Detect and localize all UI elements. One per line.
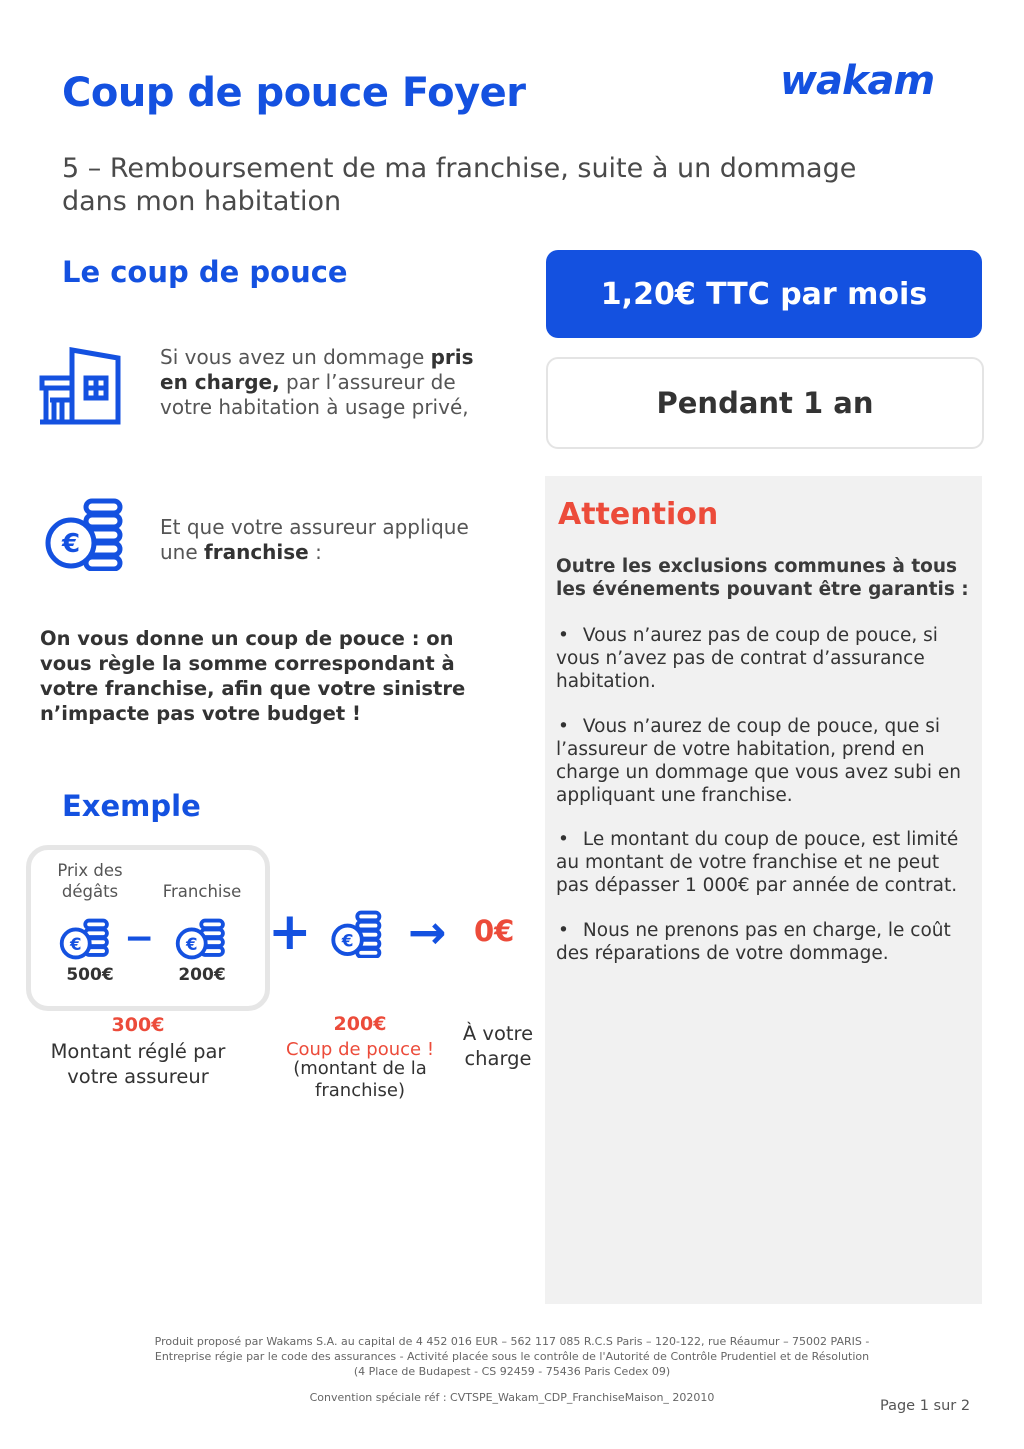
page-subtitle: 5 – Remboursement de ma franchise, suite à un dommage dans mon habitation — [62, 153, 857, 217]
condition-covered-pre: Si vous avez un dommage — [160, 345, 431, 369]
price-box: 1,20€ TTC par mois — [546, 250, 982, 338]
condition-franchise-bold: franchise — [204, 540, 309, 564]
coins-euro-icon — [330, 910, 382, 962]
franchise-amount: 200€ — [178, 965, 226, 985]
svg-text:€: € — [61, 529, 81, 559]
attention-bullet: • Vous n’aurez pas de coup de pouce, si vous n’avez pas de contrat d’assurance habitation. — [556, 625, 938, 692]
footer-legal-line: Entreprise régie par le code des assurances - Activité placée sous le contrôle de l'Autorité de Contrôle Prudentiel et de Résolution — [154, 1350, 870, 1363]
arrow-right-icon: → — [408, 905, 447, 959]
franchise-label: Franchise — [162, 882, 242, 901]
pouce-label: Coup de pouce ! — [285, 1039, 435, 1060]
damage-label: Prix des dégâts — [57, 861, 123, 901]
footer-legal-line: (4 Place de Budapest - CS 92459 - 75436 Paris Cedex 09) — [353, 1365, 671, 1378]
page-number: Page 1 sur 2 — [880, 1398, 971, 1414]
attention-bullet-text: Vous n’aurez pas de coup de pouce, si vous n’avez pas de contrat d’assurance habitation. — [556, 625, 938, 692]
wakam-logo: wakam — [780, 58, 935, 104]
condition-covered-post: par l’assureur de votre habitation à usage privé, — [160, 370, 469, 419]
condition-covered-text — [160, 345, 490, 420]
svg-text:€: € — [341, 930, 354, 951]
condition-covered-bold: pris en charge, — [160, 345, 474, 394]
insurer-amount: 300€ — [111, 1014, 165, 1036]
example-heading: Exemple — [62, 789, 201, 823]
pouce-amount: 200€ — [333, 1013, 387, 1035]
charge-label: À votre charge — [462, 1022, 534, 1070]
coins-euro-icon — [174, 918, 226, 964]
attention-bullet: • Nous ne prenons pas en charge, le coût des réparations de votre dommage. — [556, 920, 951, 964]
building-icon — [38, 340, 124, 430]
insurer-label: Montant réglé par votre assureur — [50, 1040, 226, 1088]
attention-bullet: • Vous n’aurez de coup de pouce, que si l’assureur de votre habitation, prend en charge un dommage que vous avez subi en appliquant une franchise. — [556, 716, 962, 806]
damage-amount: 500€ — [66, 965, 114, 985]
page-title: Coup de pouce Foyer — [62, 70, 526, 116]
coup-de-pouce-heading: Le coup de pouce — [62, 255, 348, 289]
minus-sign: − — [124, 918, 155, 959]
svg-text:€: € — [69, 934, 82, 954]
footer-convention: Convention spéciale réf : CVTSPE_Wakam_CDP_FranchiseMaison_ 202010 — [309, 1391, 715, 1404]
summary-text: On vous donne un coup de pouce : on vous règle la somme correspondant à votre franchise, afin que votre sinistre n’impacte pas votre budget ! — [40, 627, 466, 725]
attention-bullet-text: Vous n’aurez de coup de pouce, que si l’assureur de votre habitation, prend en charge un dommage que vous avez subi en appliquant une franchise. — [556, 716, 962, 806]
attention-bullet: • Le montant du coup de pouce, est limité au montant de votre franchise et ne peut pas dépasser 1 000€ par année de contrat. — [556, 829, 959, 896]
coins-euro-icon — [58, 918, 110, 964]
result-amount: 0€ — [474, 914, 515, 948]
plus-sign: + — [268, 902, 312, 962]
attention-bullet-text: Le montant du coup de pouce, est limité au montant de votre franchise et ne peut pas dépasser 1 000€ par année de contrat. — [556, 829, 959, 896]
condition-franchise-text — [160, 515, 490, 565]
condition-franchise-post: : — [308, 540, 322, 564]
svg-text:€: € — [185, 934, 198, 954]
attention-bullet-text: Nous ne prenons pas en charge, le coût des réparations de votre dommage. — [556, 920, 951, 964]
duration-box: Pendant 1 an — [546, 357, 984, 449]
coins-euro-icon — [44, 497, 124, 575]
attention-title: Attention — [558, 497, 719, 532]
footer-legal-line: Produit proposé par Wakams S.A. au capital de 4 452 016 EUR – 562 117 085 R.C.S Paris – 120-122, rue Réaumur – 75002 PARIS - — [154, 1335, 870, 1348]
attention-intro: Outre les exclusions communes à tous les événements pouvant être garantis : — [556, 556, 969, 600]
condition-franchise-pre: Et que votre assureur applique une — [160, 515, 469, 564]
pouce-note: (montant de la franchise) — [293, 1058, 427, 1101]
